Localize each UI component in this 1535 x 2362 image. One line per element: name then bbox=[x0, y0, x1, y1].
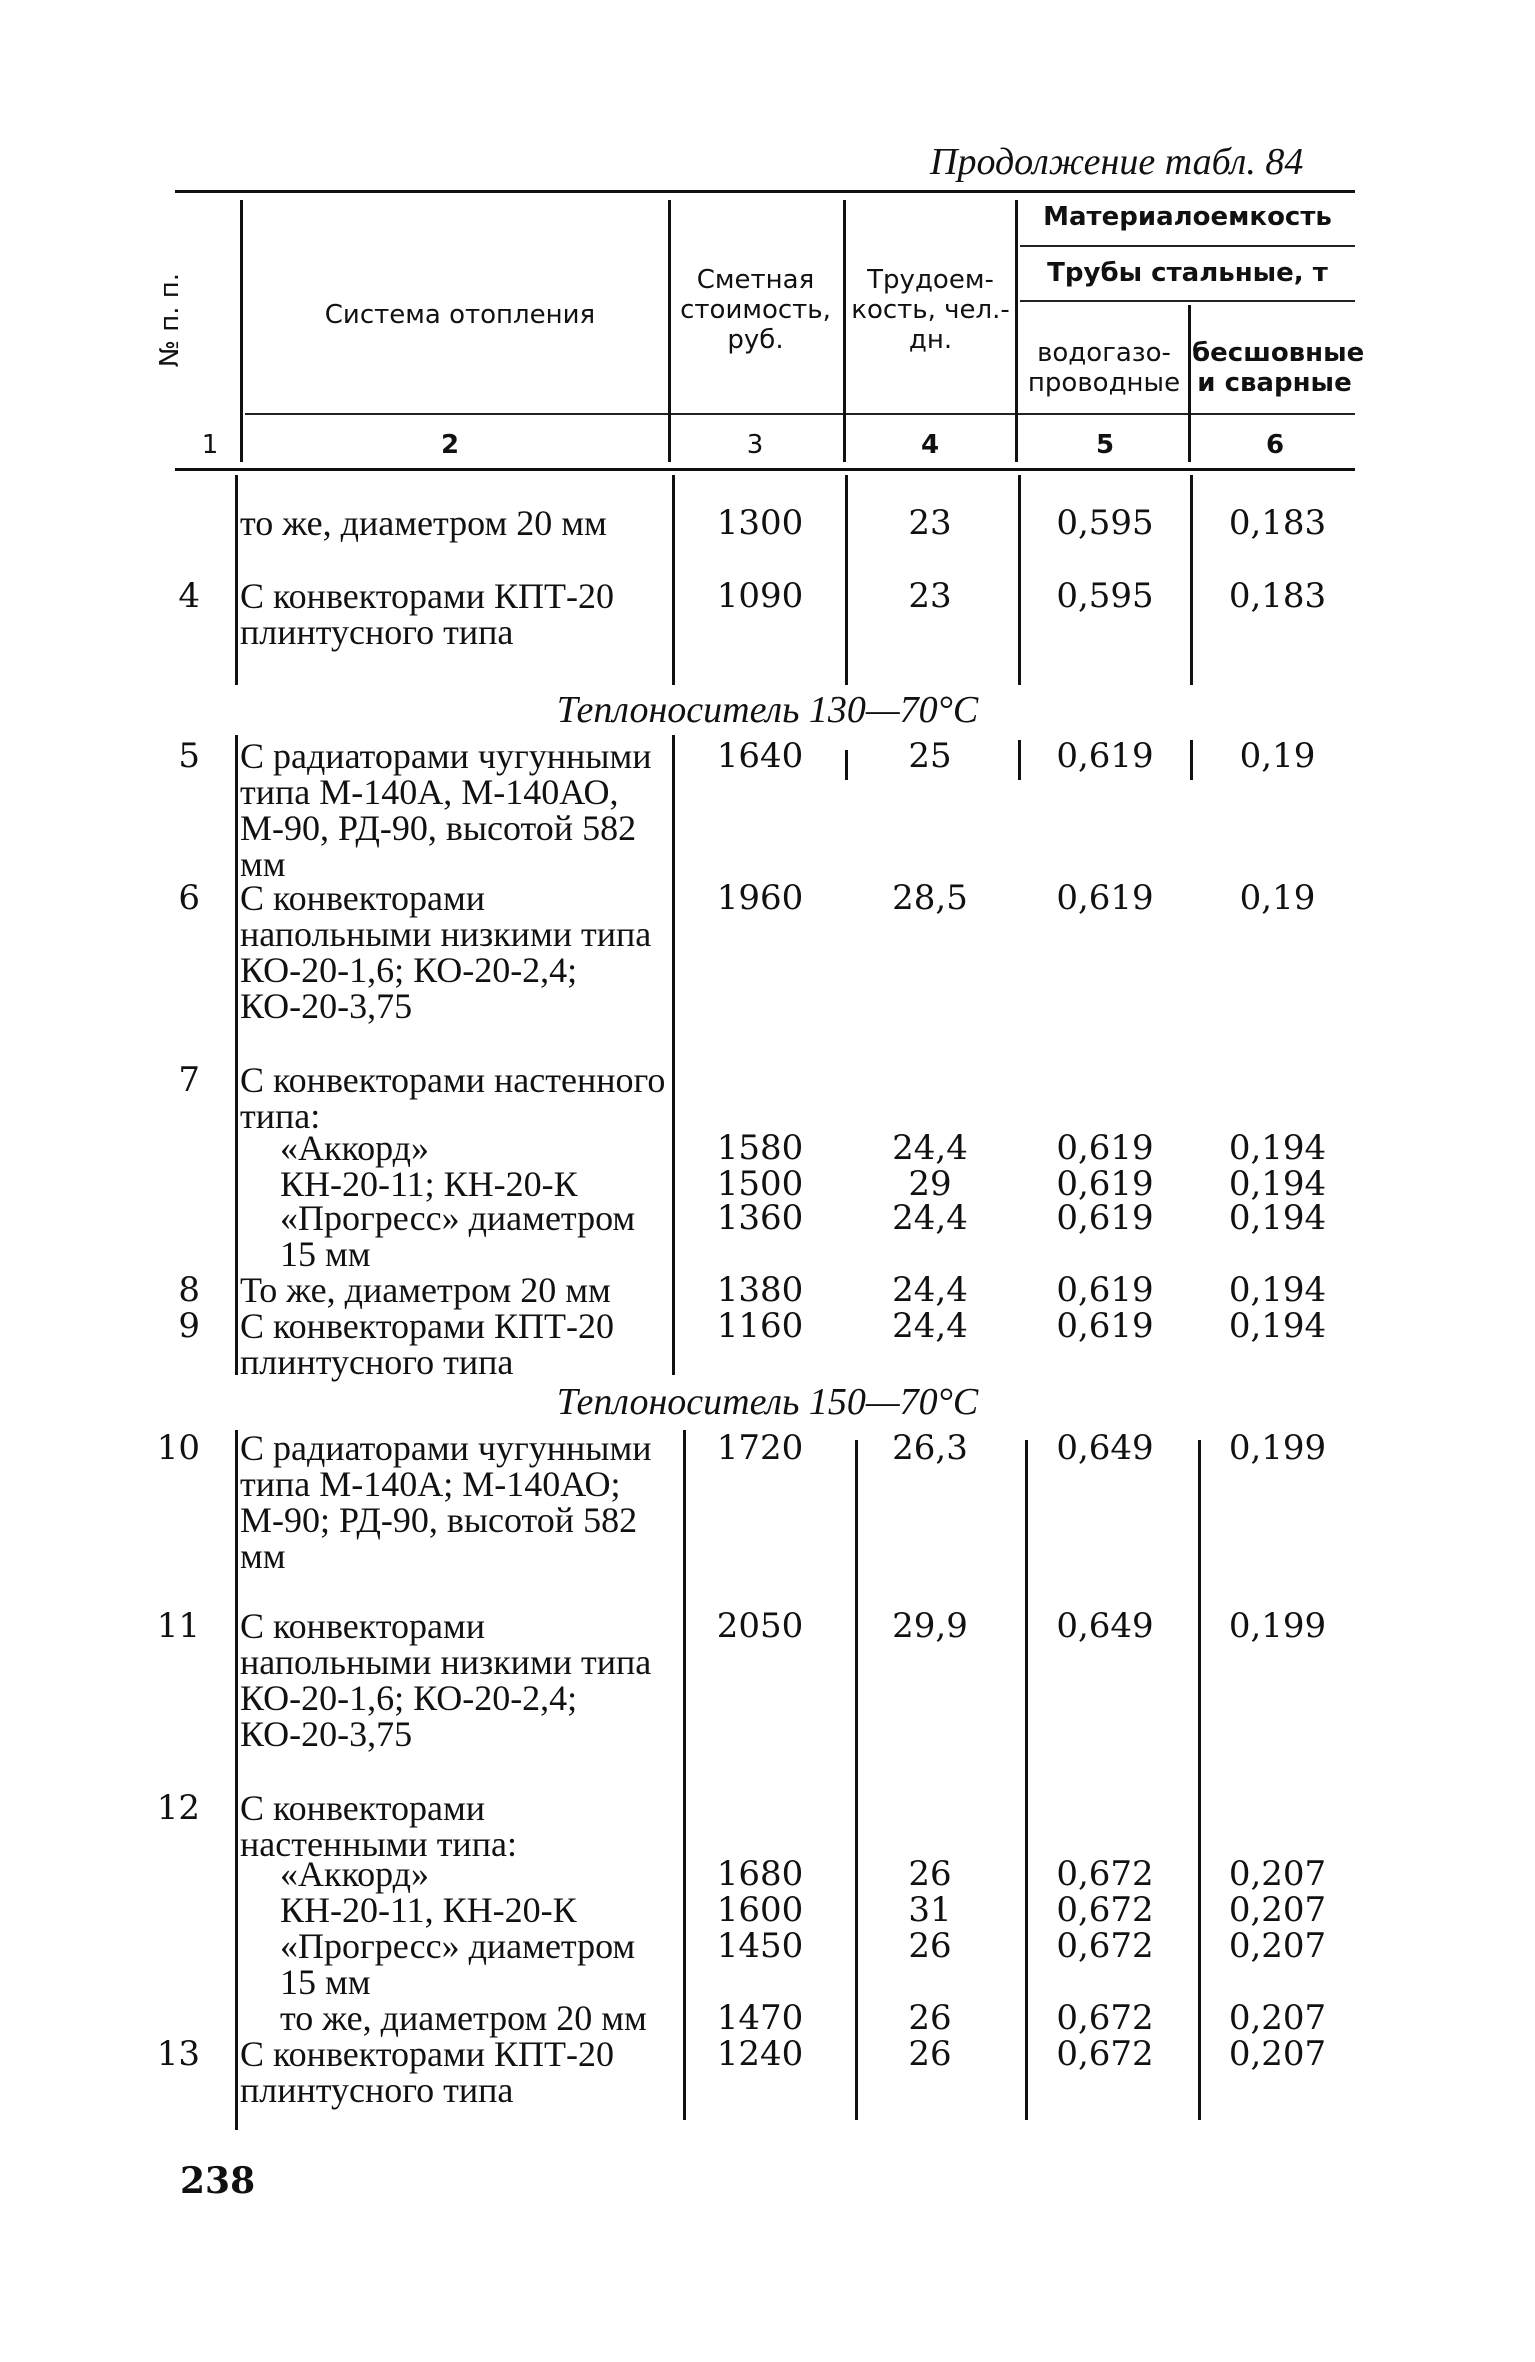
column-number-5: 5 bbox=[1095, 430, 1115, 460]
row-cost: 1160 bbox=[716, 1306, 804, 1346]
header-pipes: Трубы стальные, т bbox=[1047, 258, 1328, 288]
row-labor: 31 bbox=[908, 1890, 952, 1930]
row-number: 12 bbox=[156, 1788, 200, 1828]
row-desc: С конвекторами КПТ-20 плинтусного типа bbox=[240, 1306, 614, 1382]
row-labor: 26 bbox=[908, 2034, 952, 2074]
column-number-1: 1 bbox=[201, 430, 219, 460]
section-heading-130-70: Теплоноситель 130—70°C bbox=[556, 689, 979, 731]
row-number: 11 bbox=[156, 1606, 200, 1646]
header-divider-4 bbox=[1015, 200, 1018, 462]
row-number: 6 bbox=[178, 878, 200, 918]
row-desc: С конвекторами КПТ-20 плинтусного типа bbox=[240, 576, 614, 652]
header-system: Система отопления bbox=[324, 300, 596, 330]
row-water-gas: 0,672 bbox=[1056, 1890, 1154, 1930]
row-desc: «Аккорд» bbox=[280, 1854, 429, 1894]
table-caption: Продолжение табл. 84 bbox=[930, 141, 1304, 183]
row-cost: 1500 bbox=[716, 1164, 804, 1204]
row-seamless: 0,199 bbox=[1228, 1428, 1327, 1468]
row-water-gas: 0,672 bbox=[1056, 1926, 1154, 1966]
row-water-gas: 0,619 bbox=[1056, 878, 1154, 918]
row-cost: 1380 bbox=[716, 1270, 804, 1310]
row-seamless: 0,194 bbox=[1228, 1306, 1327, 1346]
row-cost: 1240 bbox=[716, 2034, 804, 2074]
row-seamless: 0,207 bbox=[1228, 2034, 1327, 2074]
section-heading-150-70: Теплоноситель 150—70°C bbox=[556, 1381, 979, 1423]
row-labor: 24,4 bbox=[892, 1306, 968, 1346]
group-rule bbox=[1020, 245, 1355, 247]
row-number: 13 bbox=[156, 2034, 200, 2074]
body-divider bbox=[235, 735, 238, 1375]
row-desc: то же, диаметром 20 мм bbox=[280, 1998, 647, 2038]
column-numbers-rule bbox=[175, 468, 1355, 471]
row-cost: 1640 bbox=[716, 736, 804, 776]
row-number: 7 bbox=[178, 1060, 200, 1100]
body-divider bbox=[845, 750, 848, 780]
body-divider bbox=[845, 475, 848, 685]
column-number-3: 3 bbox=[746, 430, 764, 460]
header-cost: Сметная стоимость, руб. bbox=[680, 265, 831, 355]
row-desc: «Прогресс» диаметром 15 мм bbox=[280, 1926, 636, 2002]
row-seamless: 0,207 bbox=[1228, 1998, 1327, 2038]
row-desc: С конвекторами настенными типа: bbox=[240, 1788, 517, 1864]
row-number: 4 bbox=[178, 576, 200, 616]
header-divider-3 bbox=[843, 200, 846, 462]
row-seamless: 0,194 bbox=[1228, 1198, 1327, 1238]
row-desc: КН-20-11; КН-20-К bbox=[280, 1164, 578, 1204]
row-cost: 2050 bbox=[716, 1606, 804, 1646]
row-desc: то же, диаметром 20 мм bbox=[240, 503, 607, 543]
row-cost: 1450 bbox=[716, 1926, 804, 1966]
column-number-6: 6 bbox=[1265, 430, 1285, 460]
row-labor: 25 bbox=[908, 736, 952, 776]
row-water-gas: 0,649 bbox=[1056, 1428, 1154, 1468]
row-desc: С конвекторами напольными низкими типа КО-20-1,6; КО-20-2,4; КО-20-3,75 bbox=[240, 878, 652, 1026]
row-labor: 24,4 bbox=[892, 1270, 968, 1310]
row-water-gas: 0,672 bbox=[1056, 2034, 1154, 2074]
column-number-2: 2 bbox=[440, 430, 460, 460]
header-top-rule bbox=[175, 190, 1355, 193]
row-seamless: 0,183 bbox=[1228, 503, 1327, 543]
row-cost: 1720 bbox=[716, 1428, 804, 1468]
row-cost: 1680 bbox=[716, 1854, 804, 1894]
row-water-gas: 0,595 bbox=[1056, 576, 1154, 616]
row-water-gas: 0,619 bbox=[1056, 1270, 1154, 1310]
header-row-number: № п. п. bbox=[155, 272, 185, 368]
body-divider bbox=[672, 735, 675, 1375]
header-labor: Трудоем- кость, чел.-дн. bbox=[851, 265, 1010, 355]
row-labor: 28,5 bbox=[892, 878, 968, 918]
row-desc: С конвекторами КПТ-20 плинтусного типа bbox=[240, 2034, 614, 2110]
row-seamless: 0,194 bbox=[1228, 1270, 1327, 1310]
row-labor: 23 bbox=[908, 576, 952, 616]
subgroup-rule bbox=[1020, 300, 1355, 302]
body-divider bbox=[235, 1430, 238, 2130]
row-seamless: 0,194 bbox=[1228, 1128, 1327, 1168]
row-water-gas: 0,619 bbox=[1056, 736, 1154, 776]
row-water-gas: 0,649 bbox=[1056, 1606, 1154, 1646]
row-cost: 1960 bbox=[716, 878, 804, 918]
row-cost: 1090 bbox=[716, 576, 804, 616]
row-cost: 1300 bbox=[716, 503, 804, 543]
row-labor: 23 bbox=[908, 503, 952, 543]
row-labor: 26,3 bbox=[892, 1428, 968, 1468]
header-water-gas: водогазо- проводные bbox=[1027, 338, 1181, 398]
header-seamless: бесшовные и сварные bbox=[1192, 338, 1365, 398]
row-cost: 1360 bbox=[716, 1198, 804, 1238]
row-seamless: 0,207 bbox=[1228, 1854, 1327, 1894]
row-seamless: 0,199 bbox=[1228, 1606, 1327, 1646]
row-water-gas: 0,619 bbox=[1056, 1306, 1154, 1346]
row-labor: 24,4 bbox=[892, 1198, 968, 1238]
row-number: 5 bbox=[178, 736, 200, 776]
row-labor: 24,4 bbox=[892, 1128, 968, 1168]
row-desc: С радиаторами чугунными типа М-140А, М-140АО, М-90, РД-90, высотой 582 мм bbox=[240, 736, 652, 884]
row-number: 9 bbox=[178, 1306, 200, 1346]
row-water-gas: 0,619 bbox=[1056, 1164, 1154, 1204]
header-material: Материалоемкость bbox=[1043, 202, 1332, 232]
row-seamless: 0,194 bbox=[1228, 1164, 1327, 1204]
row-labor: 26 bbox=[908, 1854, 952, 1894]
row-seamless: 0,207 bbox=[1228, 1926, 1327, 1966]
row-desc: То же, диаметром 20 мм bbox=[240, 1270, 611, 1310]
row-labor: 26 bbox=[908, 1926, 952, 1966]
row-number: 10 bbox=[156, 1428, 200, 1468]
row-seamless: 0,207 bbox=[1228, 1890, 1327, 1930]
row-desc: С конвекторами напольными низкими типа КО-20-1,6; КО-20-2,4; КО-20-3,75 bbox=[240, 1606, 652, 1754]
row-desc: «Аккорд» bbox=[280, 1128, 429, 1168]
row-seamless: 0,19 bbox=[1239, 878, 1316, 918]
page-number: 238 bbox=[180, 2160, 256, 2202]
row-desc: С радиаторами чугунными типа М-140А; М-140АО; М-90; РД-90, высотой 582 мм bbox=[240, 1428, 652, 1576]
row-cost: 1470 bbox=[716, 1998, 804, 2038]
row-water-gas: 0,619 bbox=[1056, 1198, 1154, 1238]
row-desc: «Прогресс» диаметром 15 мм bbox=[280, 1198, 636, 1274]
row-seamless: 0,19 bbox=[1239, 736, 1316, 776]
header-divider-5 bbox=[1188, 305, 1191, 462]
row-water-gas: 0,672 bbox=[1056, 1854, 1154, 1894]
row-water-gas: 0,619 bbox=[1056, 1128, 1154, 1168]
row-desc: С конвекторами настенного типа: bbox=[240, 1060, 666, 1136]
header-divider-1 bbox=[240, 200, 243, 462]
row-water-gas: 0,595 bbox=[1056, 503, 1154, 543]
row-labor: 26 bbox=[908, 1998, 952, 2038]
row-water-gas: 0,672 bbox=[1056, 1998, 1154, 2038]
body-divider bbox=[235, 475, 238, 685]
row-seamless: 0,183 bbox=[1228, 576, 1327, 616]
row-number: 8 bbox=[178, 1270, 200, 1310]
row-labor: 29 bbox=[908, 1164, 952, 1204]
row-desc: КН-20-11, КН-20-К bbox=[280, 1890, 577, 1930]
body-divider bbox=[672, 475, 675, 685]
column-number-4: 4 bbox=[920, 430, 940, 460]
row-cost: 1580 bbox=[716, 1128, 804, 1168]
row-labor: 29,9 bbox=[892, 1606, 968, 1646]
row-cost: 1600 bbox=[716, 1890, 804, 1930]
